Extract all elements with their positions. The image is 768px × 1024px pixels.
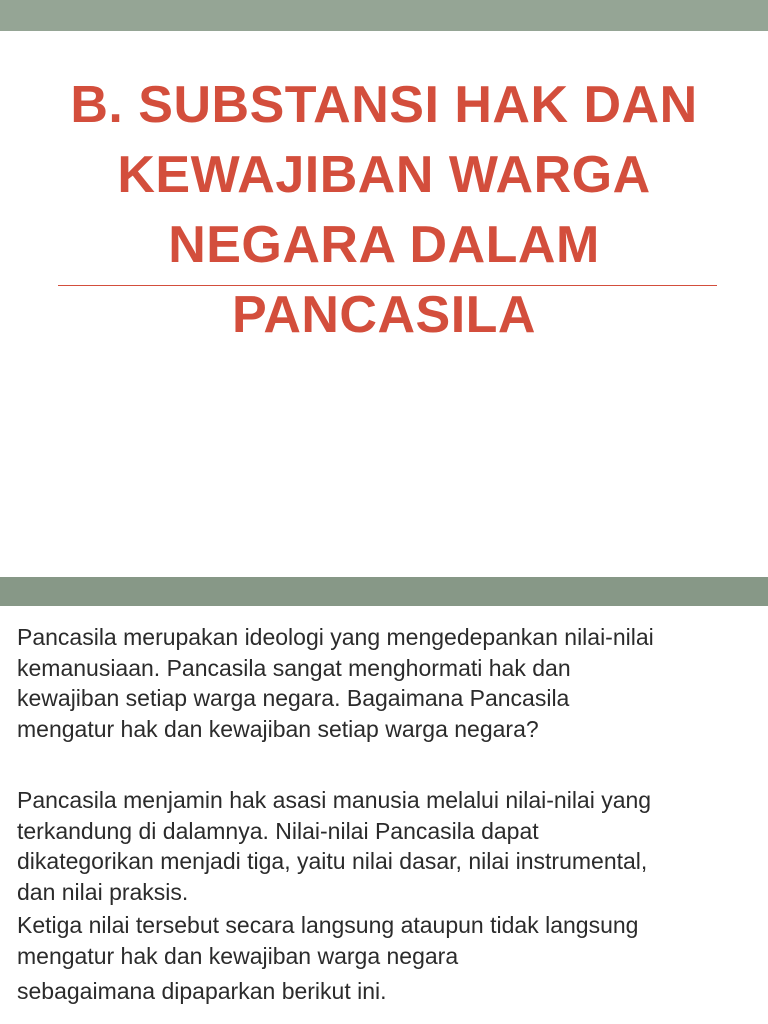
title-divider bbox=[58, 285, 717, 286]
paragraph-regulation bbox=[17, 910, 757, 971]
paragraph-closing bbox=[17, 976, 757, 1007]
text-line: sebagaimana dipaparkan berikut ini. bbox=[17, 978, 387, 1004]
text-line: kemanusiaan. Pancasila sangat menghormati hak dan bbox=[17, 654, 571, 681]
paragraph-values bbox=[17, 785, 757, 907]
title-line: PANCASILA bbox=[232, 286, 536, 344]
title-line: B. SUBSTANSI HAK DAN bbox=[70, 76, 698, 134]
section-divider-band bbox=[0, 577, 768, 606]
text-line: mengatur hak dan kewajiban warga negara bbox=[17, 942, 459, 969]
text-line: Pancasila menjamin hak asasi manusia melalui nilai-nilai yang bbox=[17, 787, 652, 813]
text-line: mengatur hak dan kewajiban setiap warga negara? bbox=[17, 715, 539, 742]
slide-body bbox=[17, 622, 757, 1007]
title-line: KEWAJIBAN WARGA bbox=[117, 146, 651, 204]
text-line: Pancasila merupakan ideologi yang mengedepankan nilai-nilai bbox=[17, 624, 654, 650]
top-accent-band bbox=[0, 0, 768, 31]
paragraph-intro bbox=[17, 622, 757, 744]
text-line: Ketiga nilai tersebut secara langsung ataupun tidak langsung bbox=[17, 912, 639, 938]
slide-title bbox=[40, 70, 728, 350]
text-line: dan nilai praksis. bbox=[17, 878, 189, 905]
text-line: terkandung di dalamnya. Nilai-nilai Pancasila dapat bbox=[17, 817, 539, 844]
title-line: NEGARA DALAM bbox=[168, 216, 600, 274]
text-line: kewajiban setiap warga negara. Bagaimana Pancasila bbox=[17, 685, 570, 711]
text-line: dikategorikan menjadi tiga, yaitu nilai dasar, nilai instrumental, bbox=[17, 848, 648, 874]
